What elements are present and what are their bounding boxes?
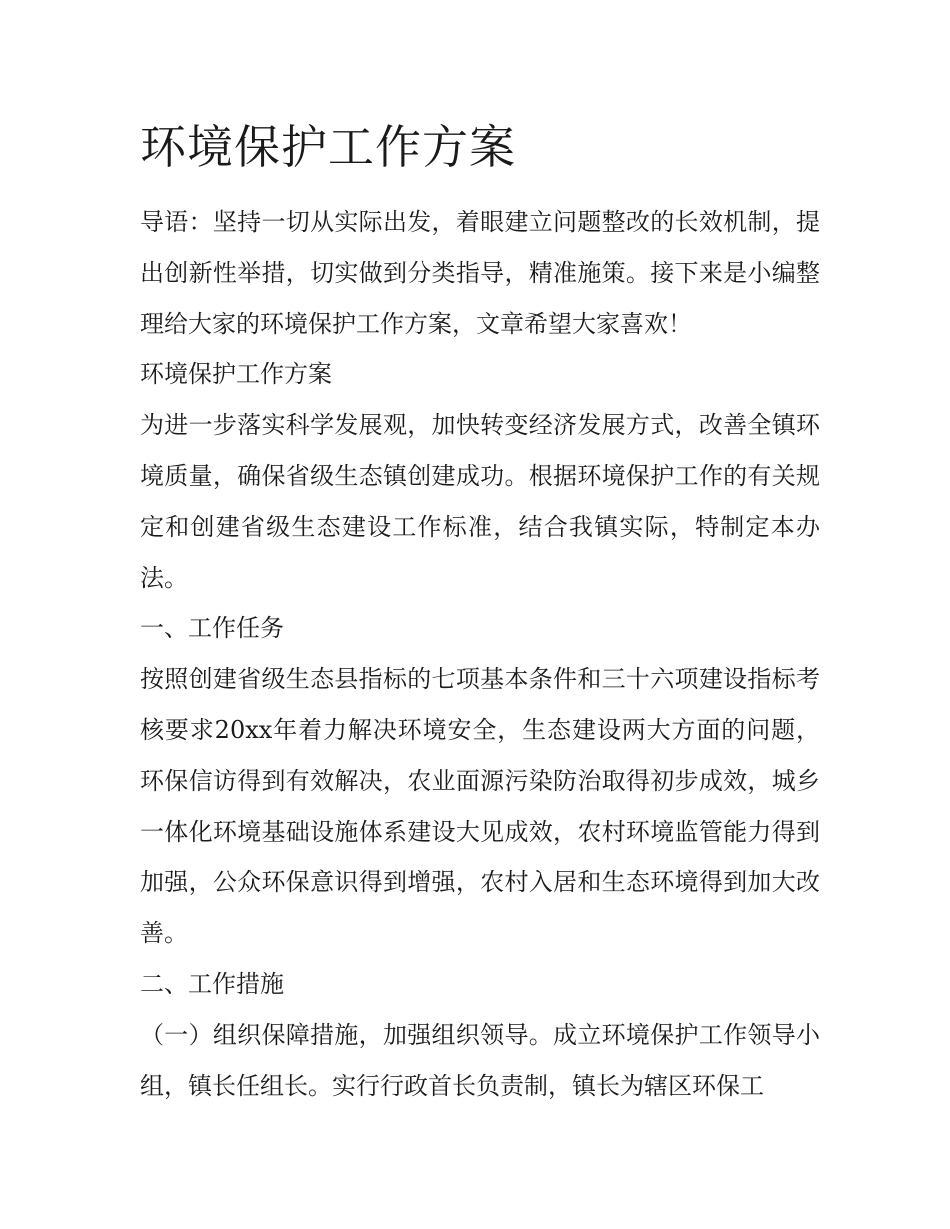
background-paragraph: 为进一步落实科学发展观，加快转变经济发展方式，改善全镇环境质量，确保省级生态镇创建成功。根据环境保护工作的有关规定和创建省级生态建设工作标准，结合我镇实际，特制定本办法。 [140, 411, 820, 592]
document-title: 环境保护工作方案 [140, 120, 516, 174]
document-body [140, 197, 820, 1111]
tasks-paragraph: 按照创建省级生态县指标的七项基本条件和三十六项建设指标考核要求20xx年着力解决环境安全，生态建设两大方面的问题，环保信访得到有效解决，农业面源污染防治取得初步成效，城乡一体化环境基础设施体系建设大见成效，农村环境监管能力得到加强，公众环保意识得到增强，农村入居和生态环境得到加大改善。 [140, 665, 820, 948]
section-heading-measures: 二、工作措施 [140, 969, 284, 998]
intro-paragraph: 导语：坚持一切从实际出发，着眼建立问题整改的长效机制，提出创新性举措，切实做到分类指导，精准施策。接下来是小编整理给大家的环境保护工作方案，文章希望大家喜欢！ [140, 208, 820, 338]
measures-paragraph: （一）组织保障措施，加强组织领导。成立环境保护工作领导小组，镇长任组长。实行行政首长负责制，镇长为辖区环保工 [140, 1020, 820, 1100]
subtitle-paragraph: 环境保护工作方案 [140, 360, 332, 389]
section-heading-tasks: 一、工作任务 [140, 614, 284, 643]
